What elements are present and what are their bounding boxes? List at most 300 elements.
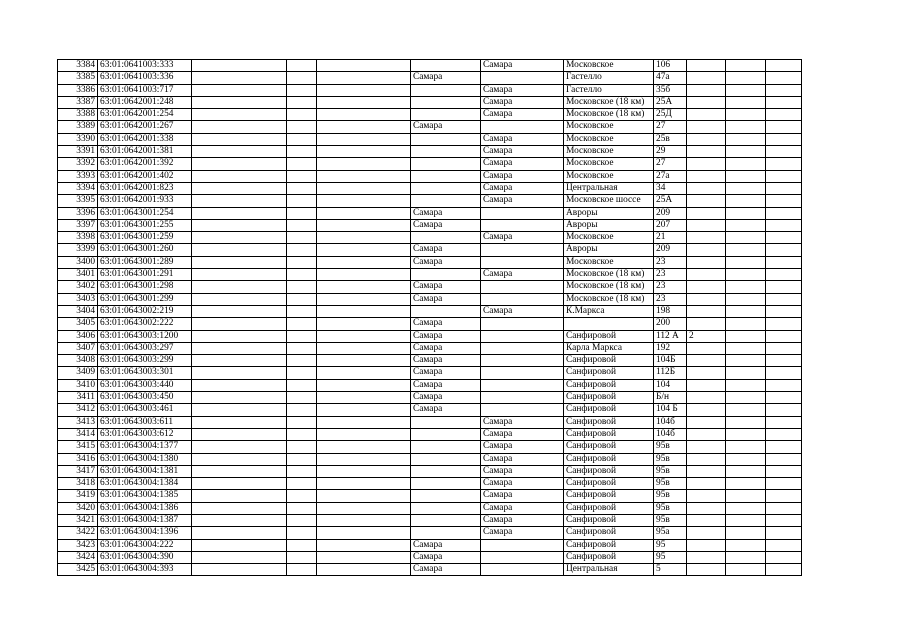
empty-cell — [317, 281, 411, 293]
empty-cell — [317, 219, 411, 231]
row-number-cell: 3409 — [58, 367, 98, 379]
table-body — [58, 60, 802, 576]
city-cell-a: Самара — [411, 207, 481, 219]
house-cell: 104б — [654, 428, 687, 440]
city-cell-b — [481, 379, 564, 391]
empty-cell — [317, 465, 411, 477]
table-row — [58, 281, 802, 293]
house-cell: 23 — [654, 256, 687, 268]
empty-cell — [766, 453, 802, 465]
empty-cell — [192, 330, 287, 342]
street-cell: Московское — [564, 256, 654, 268]
city-cell-a: Самара — [411, 318, 481, 330]
street-cell: Гастелло — [564, 84, 654, 96]
house-cell: 95 — [654, 539, 687, 551]
row-number-cell: 3400 — [58, 256, 98, 268]
city-cell-a — [411, 490, 481, 502]
empty-cell — [192, 207, 287, 219]
table-row — [58, 465, 802, 477]
house-cell: Б/н — [654, 392, 687, 404]
house-cell: 35б — [654, 84, 687, 96]
house-cell: 112Б — [654, 367, 687, 379]
empty-cell — [317, 60, 411, 72]
empty-cell — [192, 342, 287, 354]
cadastral-number-cell: 63:01:0643003:301 — [98, 367, 192, 379]
cadastral-number-cell: 63:01:0643001:259 — [98, 232, 192, 244]
empty-cell — [287, 404, 317, 416]
cadastral-number-cell: 63:01:0643001:254 — [98, 207, 192, 219]
empty-cell — [317, 256, 411, 268]
cadastral-number-cell: 63:01:0643002:219 — [98, 305, 192, 317]
city-cell-a — [411, 170, 481, 182]
empty-cell — [726, 551, 766, 563]
street-cell: Санфировой — [564, 441, 654, 453]
empty-cell — [192, 490, 287, 502]
table-row — [58, 564, 802, 576]
cadastral-number-cell: 63:01:0643001:299 — [98, 293, 192, 305]
extra-cell — [687, 256, 726, 268]
street-cell: Московское — [564, 146, 654, 158]
table-row — [58, 109, 802, 121]
table-row — [58, 269, 802, 281]
row-number-cell: 3415 — [58, 441, 98, 453]
row-number-cell: 3397 — [58, 219, 98, 231]
extra-cell — [687, 379, 726, 391]
city-cell-a — [411, 269, 481, 281]
cadastral-number-cell: 63:01:0642001:267 — [98, 121, 192, 133]
row-number-cell: 3391 — [58, 146, 98, 158]
empty-cell — [766, 256, 802, 268]
empty-cell — [317, 490, 411, 502]
city-cell-a — [411, 527, 481, 539]
empty-cell — [287, 355, 317, 367]
extra-cell — [687, 342, 726, 354]
empty-cell — [726, 404, 766, 416]
empty-cell — [192, 416, 287, 428]
cadastral-number-cell: 63:01:0643003:1200 — [98, 330, 192, 342]
empty-cell — [726, 342, 766, 354]
city-cell-b: Самара — [481, 305, 564, 317]
street-cell: Санфировой — [564, 453, 654, 465]
row-number-cell: 3401 — [58, 269, 98, 281]
row-number-cell: 3393 — [58, 170, 98, 182]
empty-cell — [192, 392, 287, 404]
house-cell: 104б — [654, 416, 687, 428]
empty-cell — [192, 355, 287, 367]
city-cell-a — [411, 441, 481, 453]
house-cell: 104 — [654, 379, 687, 391]
empty-cell — [287, 416, 317, 428]
row-number-cell: 3410 — [58, 379, 98, 391]
empty-cell — [317, 441, 411, 453]
empty-cell — [726, 170, 766, 182]
empty-cell — [317, 392, 411, 404]
data-table — [57, 59, 802, 576]
empty-cell — [192, 502, 287, 514]
table-row — [58, 146, 802, 158]
city-cell-a — [411, 502, 481, 514]
street-cell: Карла Маркса — [564, 342, 654, 354]
empty-cell — [766, 84, 802, 96]
city-cell-b: Самара — [481, 195, 564, 207]
city-cell-b — [481, 355, 564, 367]
empty-cell — [766, 121, 802, 133]
city-cell-b — [481, 342, 564, 354]
cadastral-number-cell: 63:01:0641003:336 — [98, 72, 192, 84]
empty-cell — [192, 269, 287, 281]
street-cell: Московское — [564, 170, 654, 182]
empty-cell — [317, 514, 411, 526]
empty-cell — [287, 490, 317, 502]
cadastral-number-cell: 63:01:0643001:289 — [98, 256, 192, 268]
street-cell: Центральная — [564, 564, 654, 576]
house-cell: 95 — [654, 551, 687, 563]
house-cell: 25в — [654, 133, 687, 145]
empty-cell — [287, 72, 317, 84]
empty-cell — [317, 170, 411, 182]
row-number-cell: 3390 — [58, 133, 98, 145]
city-cell-b — [481, 367, 564, 379]
empty-cell — [192, 379, 287, 391]
street-cell: Центральная — [564, 182, 654, 194]
house-cell: 25Д — [654, 109, 687, 121]
empty-cell — [192, 465, 287, 477]
house-cell: 25А — [654, 96, 687, 108]
empty-cell — [726, 564, 766, 576]
cadastral-number-cell: 63:01:0642001:338 — [98, 133, 192, 145]
extra-cell — [687, 318, 726, 330]
city-cell-a: Самара — [411, 244, 481, 256]
empty-cell — [317, 502, 411, 514]
city-cell-b: Самара — [481, 441, 564, 453]
city-cell-b — [481, 392, 564, 404]
empty-cell — [726, 367, 766, 379]
city-cell-b: Самара — [481, 146, 564, 158]
empty-cell — [192, 60, 287, 72]
city-cell-b: Самара — [481, 502, 564, 514]
city-cell-b: Самара — [481, 416, 564, 428]
extra-cell — [687, 146, 726, 158]
house-cell: 106 — [654, 60, 687, 72]
empty-cell — [766, 404, 802, 416]
cadastral-number-cell: 63:01:0643003:450 — [98, 392, 192, 404]
city-cell-a — [411, 109, 481, 121]
street-cell: Московское — [564, 158, 654, 170]
street-cell: Санфировой — [564, 330, 654, 342]
city-cell-a — [411, 195, 481, 207]
table-row — [58, 539, 802, 551]
house-cell: 104Б — [654, 355, 687, 367]
table-row — [58, 416, 802, 428]
empty-cell — [726, 195, 766, 207]
empty-cell — [726, 355, 766, 367]
extra-cell — [687, 195, 726, 207]
empty-cell — [192, 514, 287, 526]
city-cell-b: Самара — [481, 269, 564, 281]
empty-cell — [317, 404, 411, 416]
table-row — [58, 330, 802, 342]
cadastral-number-cell: 63:01:0643001:255 — [98, 219, 192, 231]
table-row — [58, 453, 802, 465]
empty-cell — [317, 355, 411, 367]
extra-cell — [687, 269, 726, 281]
city-cell-b — [481, 281, 564, 293]
row-number-cell: 3407 — [58, 342, 98, 354]
city-cell-a: Самара — [411, 342, 481, 354]
empty-cell — [766, 158, 802, 170]
cadastral-number-cell: 63:01:0642001:248 — [98, 96, 192, 108]
city-cell-a — [411, 416, 481, 428]
extra-cell — [687, 355, 726, 367]
table-row — [58, 502, 802, 514]
city-cell-b — [481, 219, 564, 231]
empty-cell — [287, 281, 317, 293]
empty-cell — [287, 564, 317, 576]
extra-cell — [687, 219, 726, 231]
city-cell-b — [481, 244, 564, 256]
empty-cell — [726, 84, 766, 96]
empty-cell — [766, 490, 802, 502]
empty-cell — [287, 60, 317, 72]
extra-cell — [687, 392, 726, 404]
street-cell: Московское — [564, 121, 654, 133]
row-number-cell: 3387 — [58, 96, 98, 108]
house-cell: 34 — [654, 182, 687, 194]
empty-cell — [766, 551, 802, 563]
empty-cell — [317, 96, 411, 108]
empty-cell — [317, 453, 411, 465]
empty-cell — [726, 428, 766, 440]
row-number-cell: 3412 — [58, 404, 98, 416]
city-cell-a — [411, 182, 481, 194]
empty-cell — [726, 182, 766, 194]
house-cell: 104 Б — [654, 404, 687, 416]
city-cell-b: Самара — [481, 109, 564, 121]
house-cell: 207 — [654, 219, 687, 231]
house-cell: 198 — [654, 305, 687, 317]
street-cell: Московское — [564, 60, 654, 72]
city-cell-b: Самара — [481, 60, 564, 72]
empty-cell — [287, 256, 317, 268]
cadastral-number-cell: 63:01:0642001:933 — [98, 195, 192, 207]
table-row — [58, 244, 802, 256]
street-cell: Московское шоссе — [564, 195, 654, 207]
street-cell: Московское — [564, 232, 654, 244]
table-row — [58, 404, 802, 416]
table-row — [58, 72, 802, 84]
empty-cell — [726, 121, 766, 133]
empty-cell — [317, 305, 411, 317]
table-row — [58, 355, 802, 367]
empty-cell — [287, 478, 317, 490]
empty-cell — [317, 318, 411, 330]
empty-cell — [287, 109, 317, 121]
city-cell-b: Самара — [481, 182, 564, 194]
cadastral-number-cell: 63:01:0642001:402 — [98, 170, 192, 182]
empty-cell — [726, 293, 766, 305]
empty-cell — [317, 551, 411, 563]
street-cell: Санфировой — [564, 539, 654, 551]
empty-cell — [287, 146, 317, 158]
empty-cell — [192, 293, 287, 305]
street-cell: Санфировой — [564, 478, 654, 490]
empty-cell — [287, 269, 317, 281]
extra-cell — [687, 453, 726, 465]
empty-cell — [766, 514, 802, 526]
extra-cell — [687, 416, 726, 428]
empty-cell — [192, 428, 287, 440]
house-cell: 95в — [654, 502, 687, 514]
city-cell-a: Самара — [411, 281, 481, 293]
row-number-cell: 3398 — [58, 232, 98, 244]
empty-cell — [287, 84, 317, 96]
empty-cell — [766, 330, 802, 342]
city-cell-b: Самара — [481, 133, 564, 145]
city-cell-b: Самара — [481, 232, 564, 244]
table-row — [58, 392, 802, 404]
empty-cell — [726, 232, 766, 244]
empty-cell — [766, 478, 802, 490]
house-cell: 23 — [654, 293, 687, 305]
street-cell: Санфировой — [564, 551, 654, 563]
city-cell-b: Самара — [481, 478, 564, 490]
empty-cell — [192, 453, 287, 465]
cadastral-number-cell: 63:01:0643004:1396 — [98, 527, 192, 539]
table-row — [58, 195, 802, 207]
table-row — [58, 490, 802, 502]
row-number-cell: 3388 — [58, 109, 98, 121]
empty-cell — [317, 195, 411, 207]
extra-cell — [687, 539, 726, 551]
empty-cell — [287, 502, 317, 514]
street-cell: Санфировой — [564, 490, 654, 502]
extra-cell — [687, 428, 726, 440]
extra-cell — [687, 60, 726, 72]
empty-cell — [192, 219, 287, 231]
extra-cell — [687, 96, 726, 108]
city-cell-b — [481, 318, 564, 330]
cadastral-number-cell: 63:01:0643003:297 — [98, 342, 192, 354]
empty-cell — [192, 182, 287, 194]
empty-cell — [287, 121, 317, 133]
empty-cell — [287, 514, 317, 526]
empty-cell — [317, 342, 411, 354]
empty-cell — [766, 465, 802, 477]
empty-cell — [726, 207, 766, 219]
empty-cell — [287, 232, 317, 244]
empty-cell — [192, 72, 287, 84]
house-cell: 209 — [654, 207, 687, 219]
empty-cell — [192, 305, 287, 317]
cadastral-number-cell: 63:01:0643004:1387 — [98, 514, 192, 526]
empty-cell — [287, 293, 317, 305]
street-cell: Авроры — [564, 207, 654, 219]
row-number-cell: 3408 — [58, 355, 98, 367]
cadastral-number-cell: 63:01:0642001:254 — [98, 109, 192, 121]
city-cell-a — [411, 305, 481, 317]
city-cell-b — [481, 564, 564, 576]
empty-cell — [192, 244, 287, 256]
empty-cell — [726, 490, 766, 502]
cadastral-number-cell: 63:01:0643003:440 — [98, 379, 192, 391]
table-row — [58, 96, 802, 108]
empty-cell — [317, 527, 411, 539]
empty-cell — [766, 293, 802, 305]
empty-cell — [766, 109, 802, 121]
table-row — [58, 318, 802, 330]
cadastral-number-cell: 63:01:0643001:298 — [98, 281, 192, 293]
cadastral-number-cell: 63:01:0643003:299 — [98, 355, 192, 367]
city-cell-a — [411, 60, 481, 72]
city-cell-b — [481, 551, 564, 563]
empty-cell — [726, 441, 766, 453]
empty-cell — [766, 367, 802, 379]
table-row — [58, 305, 802, 317]
row-number-cell: 3417 — [58, 465, 98, 477]
extra-cell — [687, 121, 726, 133]
house-cell: 21 — [654, 232, 687, 244]
row-number-cell: 3394 — [58, 182, 98, 194]
empty-cell — [317, 232, 411, 244]
city-cell-a: Самара — [411, 72, 481, 84]
empty-cell — [317, 121, 411, 133]
city-cell-b: Самара — [481, 170, 564, 182]
empty-cell — [726, 269, 766, 281]
empty-cell — [766, 281, 802, 293]
empty-cell — [192, 146, 287, 158]
city-cell-a: Самара — [411, 330, 481, 342]
table-row — [58, 441, 802, 453]
empty-cell — [192, 527, 287, 539]
empty-cell — [766, 60, 802, 72]
empty-cell — [766, 355, 802, 367]
city-cell-b — [481, 539, 564, 551]
empty-cell — [192, 539, 287, 551]
extra-cell: 2 — [687, 330, 726, 342]
empty-cell — [726, 72, 766, 84]
street-cell: Санфировой — [564, 465, 654, 477]
empty-cell — [726, 244, 766, 256]
empty-cell — [766, 96, 802, 108]
table-row — [58, 367, 802, 379]
empty-cell — [317, 428, 411, 440]
row-number-cell: 3419 — [58, 490, 98, 502]
empty-cell — [317, 72, 411, 84]
extra-cell — [687, 207, 726, 219]
house-cell: 95в — [654, 490, 687, 502]
street-cell: Московское (18 км) — [564, 293, 654, 305]
city-cell-a: Самара — [411, 404, 481, 416]
extra-cell — [687, 465, 726, 477]
empty-cell — [287, 465, 317, 477]
empty-cell — [287, 244, 317, 256]
row-number-cell: 3424 — [58, 551, 98, 563]
empty-cell — [287, 195, 317, 207]
empty-cell — [287, 219, 317, 231]
row-number-cell: 3420 — [58, 502, 98, 514]
table-row — [58, 551, 802, 563]
city-cell-b — [481, 330, 564, 342]
empty-cell — [726, 330, 766, 342]
street-cell: Авроры — [564, 244, 654, 256]
empty-cell — [726, 318, 766, 330]
cadastral-number-cell: 63:01:0643002:222 — [98, 318, 192, 330]
house-cell: 95в — [654, 478, 687, 490]
empty-cell — [287, 551, 317, 563]
city-cell-b: Самара — [481, 453, 564, 465]
house-cell: 47а — [654, 72, 687, 84]
row-number-cell: 3411 — [58, 392, 98, 404]
